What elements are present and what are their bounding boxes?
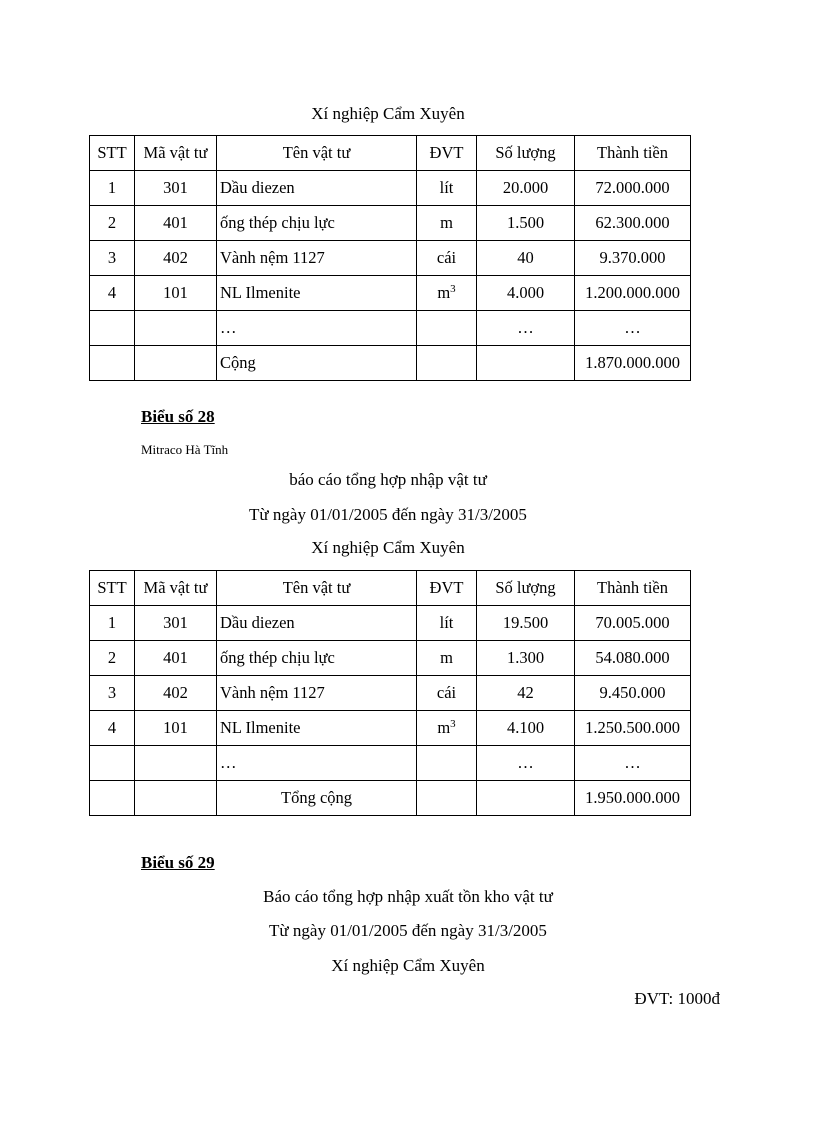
- total-amount: 1.950.000.000: [575, 781, 691, 816]
- cell-qty: 19.500: [477, 606, 575, 641]
- bieu28-org: Mitraco Hà Tĩnh: [141, 442, 229, 457]
- table-row: [90, 606, 691, 641]
- col-header-unit: ĐVT: [417, 571, 477, 606]
- cell-qty: [477, 346, 575, 381]
- cell-stt: [90, 746, 135, 781]
- cell-name: Dầu diezen: [217, 606, 417, 641]
- cell-code: 101: [135, 276, 217, 311]
- cell-stt: [90, 346, 135, 381]
- col-header-name: Tên vật tư: [217, 571, 417, 606]
- cell-unit: [417, 781, 477, 816]
- cell-stt: 4: [90, 276, 135, 311]
- cell-qty: 4.000: [477, 276, 575, 311]
- table-row: [90, 241, 691, 276]
- cell-qty: 4.100: [477, 711, 575, 746]
- table2: [89, 570, 691, 816]
- cell-code: 301: [135, 171, 217, 206]
- bieu29-period: Từ ngày 01/01/2005 đến ngày 31/3/2005: [269, 921, 547, 940]
- cell-code: [135, 781, 217, 816]
- cell-code: 401: [135, 641, 217, 676]
- cell-stt: 4: [90, 711, 135, 746]
- cell-name: …: [217, 311, 417, 346]
- cell-code: 402: [135, 676, 217, 711]
- table-row: [90, 676, 691, 711]
- col-header-code: Mã vật tư: [135, 571, 217, 606]
- cell-qty: 20.000: [477, 171, 575, 206]
- cell-stt: 2: [90, 206, 135, 241]
- cell-name: …: [217, 746, 417, 781]
- table2-total-row: [90, 781, 691, 816]
- table1-caption: Xí nghiệp Cẩm Xuyên: [311, 104, 465, 123]
- table-row: [90, 171, 691, 206]
- cell-name: Dầu diezen: [217, 171, 417, 206]
- cell-amount: 1.250.500.000: [575, 711, 691, 746]
- cell-qty: …: [477, 746, 575, 781]
- cell-code: [135, 746, 217, 781]
- table-row: [90, 641, 691, 676]
- col-header-unit: ĐVT: [417, 136, 477, 171]
- table-row: [90, 711, 691, 746]
- cell-name: NL Ilmenite: [217, 711, 417, 746]
- cell-code: 402: [135, 241, 217, 276]
- bieu28-caption: Xí nghiệp Cẩm Xuyên: [311, 538, 465, 557]
- cell-qty: …: [477, 311, 575, 346]
- bieu29-heading: Biểu số 29: [141, 853, 215, 872]
- cell-unit: $m^3$: [417, 711, 477, 746]
- cell-name: Vành nệm 1127: [217, 241, 417, 276]
- cell-code: 101: [135, 711, 217, 746]
- cell-stt: [90, 781, 135, 816]
- cell-unit: lít: [417, 606, 477, 641]
- table1-header-row: [90, 136, 691, 171]
- bieu28-heading: Biểu số 28: [141, 407, 215, 426]
- cell-name: NL Ilmenite: [217, 276, 417, 311]
- table-row: [90, 311, 691, 346]
- cell-amount: 9.450.000: [575, 676, 691, 711]
- bieu29-unit-note: ĐVT: 1000đ: [634, 989, 720, 1008]
- total-label: Cộng: [217, 346, 417, 381]
- cell-unit: [417, 746, 477, 781]
- col-header-name: Tên vật tư: [217, 136, 417, 171]
- cell-qty: [477, 781, 575, 816]
- col-header-stt: STT: [90, 136, 135, 171]
- col-header-amount: Thành tiền: [575, 136, 691, 171]
- table-row: [90, 276, 691, 311]
- total-label: Tổng cộng: [217, 781, 417, 816]
- table1-total-row: [90, 346, 691, 381]
- cell-amount: 70.005.000: [575, 606, 691, 641]
- cell-qty: 1.300: [477, 641, 575, 676]
- cell-stt: 1: [90, 606, 135, 641]
- col-header-code: Mã vật tư: [135, 136, 217, 171]
- cell-amount: 62.300.000: [575, 206, 691, 241]
- cell-stt: 1: [90, 171, 135, 206]
- cell-unit: m: [417, 206, 477, 241]
- bieu28-period: Từ ngày 01/01/2005 đến ngày 31/3/2005: [249, 505, 527, 524]
- cell-stt: 3: [90, 241, 135, 276]
- cell-qty: 40: [477, 241, 575, 276]
- cell-stt: 2: [90, 641, 135, 676]
- cell-stt: 3: [90, 676, 135, 711]
- cell-unit: cái: [417, 676, 477, 711]
- table-row: [90, 746, 691, 781]
- cell-unit: [417, 346, 477, 381]
- cell-name: ống thép chịu lực: [217, 641, 417, 676]
- table2-header-row: [90, 571, 691, 606]
- table1: [89, 135, 691, 381]
- cell-stt: [90, 311, 135, 346]
- cell-unit: $m^3$: [417, 276, 477, 311]
- col-header-amount: Thành tiền: [575, 571, 691, 606]
- col-header-qty: Số lượng: [477, 136, 575, 171]
- col-header-qty: Số lượng: [477, 571, 575, 606]
- cell-amount: …: [575, 311, 691, 346]
- cell-name: ống thép chịu lực: [217, 206, 417, 241]
- cell-code: 401: [135, 206, 217, 241]
- cell-unit: cái: [417, 241, 477, 276]
- cell-name: Vành nệm 1127: [217, 676, 417, 711]
- table-row: [90, 206, 691, 241]
- cell-unit: lít: [417, 171, 477, 206]
- cell-unit: [417, 311, 477, 346]
- total-amount: 1.870.000.000: [575, 346, 691, 381]
- cell-amount: 72.000.000: [575, 171, 691, 206]
- bieu28-title: báo cáo tổng hợp nhập vật tư: [289, 470, 487, 489]
- bieu29-title: Báo cáo tổng hợp nhập xuất tồn kho vật tư: [263, 887, 553, 906]
- bieu29-caption: Xí nghiệp Cẩm Xuyên: [331, 956, 485, 975]
- cell-code: [135, 311, 217, 346]
- col-header-stt: STT: [90, 571, 135, 606]
- cell-code: 301: [135, 606, 217, 641]
- cell-amount: 54.080.000: [575, 641, 691, 676]
- cell-qty: 1.500: [477, 206, 575, 241]
- cell-unit: m: [417, 641, 477, 676]
- cell-amount: 9.370.000: [575, 241, 691, 276]
- cell-amount: …: [575, 746, 691, 781]
- cell-qty: 42: [477, 676, 575, 711]
- cell-amount: 1.200.000.000: [575, 276, 691, 311]
- cell-code: [135, 346, 217, 381]
